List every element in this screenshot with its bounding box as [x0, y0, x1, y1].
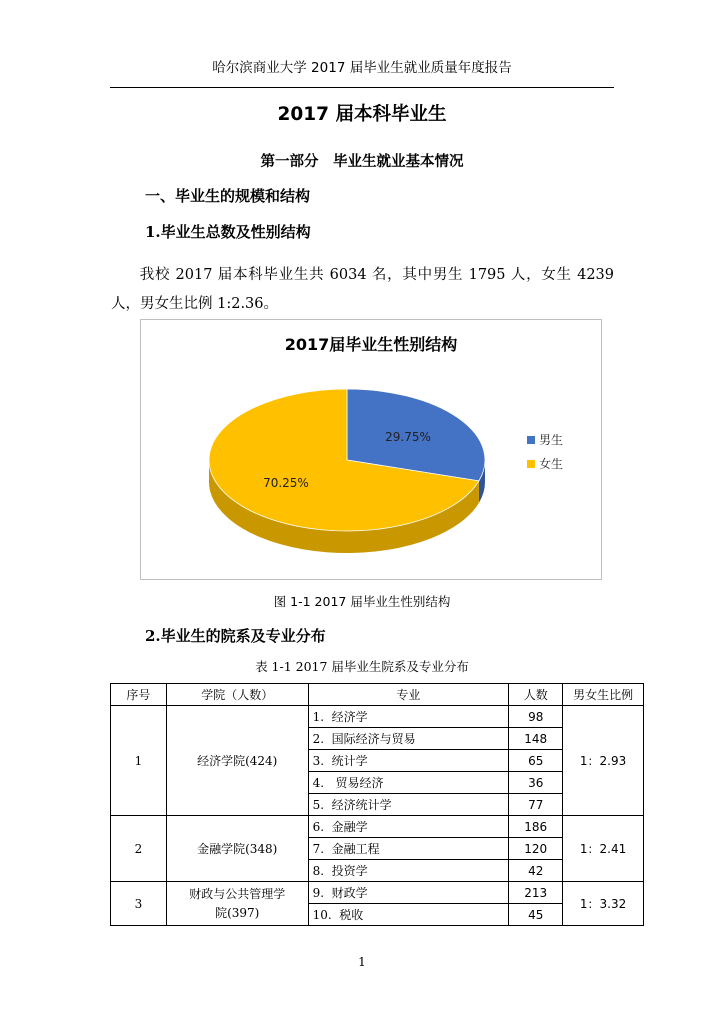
major-cell: 9. 财政学	[308, 882, 509, 904]
count-cell: 120	[509, 838, 563, 860]
header-divider	[110, 87, 614, 88]
column-header: 专业	[308, 684, 509, 706]
pie-data-label: 29.75%	[385, 429, 431, 444]
row-number-cell: 3	[111, 882, 167, 926]
major-cell: 8. 投资学	[308, 860, 509, 882]
major-cell: 3. 统计学	[308, 750, 509, 772]
table-row	[111, 882, 644, 904]
count-cell: 42	[509, 860, 563, 882]
legend-swatch	[527, 436, 535, 444]
legend-swatch	[527, 460, 535, 468]
major-cell: 4. 贸易经济	[308, 772, 509, 794]
legend-label: 女生	[539, 457, 564, 471]
count-cell: 213	[509, 882, 563, 904]
count-cell: 186	[509, 816, 563, 838]
subsection-heading: 2.毕业生的院系及专业分布	[145, 627, 326, 645]
document-title: 2017 届本科毕业生	[277, 104, 447, 125]
section-heading: 一、毕业生的规模和结构	[145, 187, 311, 205]
chart-title: 2017届毕业生性别结构	[284, 335, 458, 354]
college-cell: 经济学院(424)	[166, 706, 308, 816]
count-cell: 148	[509, 728, 563, 750]
major-cell: 1. 经济学	[308, 706, 509, 728]
distribution-table	[110, 683, 644, 926]
college-cell: 财政与公共管理学院(397)	[166, 882, 308, 926]
pie-data-label: 70.25%	[263, 476, 309, 491]
major-cell: 7. 金融工程	[308, 838, 509, 860]
column-header: 学院（人数）	[166, 684, 308, 706]
subsection-heading: 1.毕业生总数及性别结构	[145, 223, 311, 241]
gender-ratio-cell: 1：3.32	[563, 882, 644, 926]
page-number: 1	[358, 955, 366, 969]
table-row	[111, 816, 644, 838]
row-number-cell: 1	[111, 706, 167, 816]
running-header: 哈尔滨商业大学 2017 届毕业生就业质量年度报告	[212, 60, 512, 76]
legend-label: 男生	[539, 433, 564, 447]
table-caption: 表 1-1 2017 届毕业生院系及专业分布	[255, 659, 469, 674]
major-cell: 2. 国际经济与贸易	[308, 728, 509, 750]
paragraph-text: 我校 2017 届本科毕业生共 6034 名，其中男生 1795 人，女生 4239 人，男女生比例 1:2.36。	[111, 267, 614, 312]
figure-caption: 图 1-1 2017 届毕业生性别结构	[273, 594, 451, 609]
paragraph	[111, 261, 614, 319]
major-cell: 10. 税收	[308, 904, 509, 926]
column-header: 人数	[509, 684, 563, 706]
pie-chart-canvas	[141, 320, 601, 579]
pie-chart	[140, 319, 602, 580]
major-cell: 5. 经济统计学	[308, 794, 509, 816]
college-cell: 金融学院(348)	[166, 816, 308, 882]
column-header: 序号	[111, 684, 167, 706]
gender-ratio-cell: 1：2.93	[563, 706, 644, 816]
count-cell: 36	[509, 772, 563, 794]
column-header: 男女生比例	[563, 684, 644, 706]
row-number-cell: 2	[111, 816, 167, 882]
major-cell: 6. 金融学	[308, 816, 509, 838]
count-cell: 77	[509, 794, 563, 816]
table-row	[111, 706, 644, 728]
count-cell: 98	[509, 706, 563, 728]
count-cell: 45	[509, 904, 563, 926]
part-title: 第一部分 毕业生就业基本情况	[260, 153, 464, 170]
table-header-row	[111, 684, 644, 706]
count-cell: 65	[509, 750, 563, 772]
gender-ratio-cell: 1：2.41	[563, 816, 644, 882]
